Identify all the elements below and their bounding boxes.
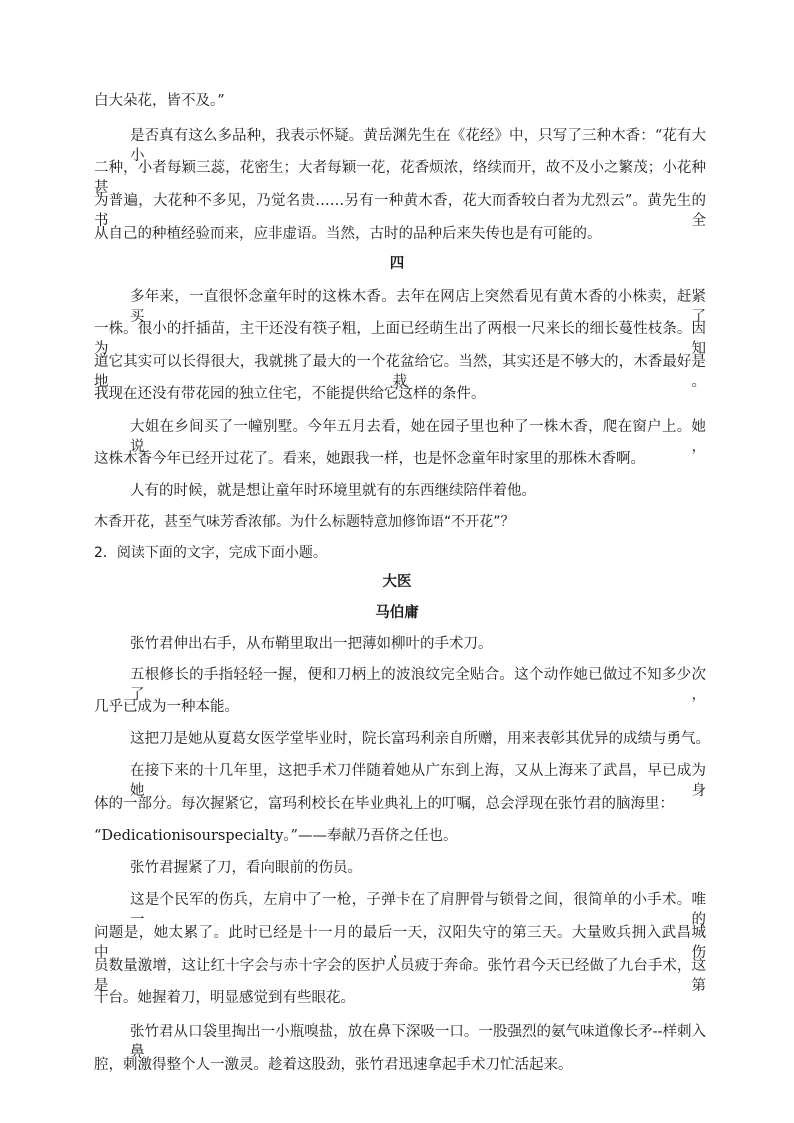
- text-line: 一株。很小的扦插苗，主干还没有筷子粗，上面已经萌生出了两根一尺来长的细长蔓性枝条。因为知: [94, 321, 706, 357]
- text-line: 白大朵花，皆不及。”: [94, 93, 225, 109]
- text-line: 在接下来的十几年里，这把手术刀伴随着她从广东到上海，又从上海来了武昌，早已成为她身: [130, 763, 706, 799]
- story-author: 马伯庸: [375, 604, 419, 621]
- text-line: 张竹君伸出右手，从布鞘里取出一把薄如柳叶的手术刀。: [130, 636, 493, 652]
- text-line: 这把刀是她从夏葛女医学堂毕业时，院长富玛利亲自所赠，用来表彰其优异的成绩与勇气。: [130, 731, 710, 747]
- text-line: 五根修长的手指轻轻一握，便和刀柄上的波浪纹完全贴合。这个动作她已做过不知多少次了，: [130, 667, 706, 703]
- text-line: 多年来，一直很怀念童年时的这株木香。去年在网店上突然看见有黄木香的小株卖，赶紧买了: [130, 289, 706, 325]
- question-instruction: 2．阅读下面的文字，完成下面小题。: [94, 545, 327, 561]
- text-line: 这株木香今年已经开过花了。看来，她跟我一样，也是怀念童年时家里的那株木香啊。: [94, 451, 645, 467]
- story-title: 大医: [382, 573, 412, 590]
- text-line: 二种，小者每颖三蕊，花密生；大者每颖一花，花香烦浓，络续而开，故不及小之繁茂；小花种甚: [94, 160, 706, 196]
- text-line: 为普遍，大花种不多见，乃觉名贵……另有一种黄木香，花大而香较白者为尤烈云”。黄先生的书全: [94, 193, 706, 229]
- question-text: 木香开花，甚至气味芳香浓郁。为什么标题特意加修饰语“不开花”？: [94, 514, 515, 530]
- text-line: 张竹君握紧了刀，看向眼前的伤员。: [130, 860, 362, 876]
- text-line: 大姐在乡间买了一幢别墅。今年五月去看，她在园子里也种了一株木香，爬在窗户上。她说，: [130, 419, 706, 455]
- text-line: 我现在还没有带花园的独立住宅，不能提供给它这样的条件。: [94, 386, 486, 402]
- section-heading: 四: [389, 255, 405, 272]
- text-line: 体的一部分。每次握紧它，富玛利校长在毕业典礼上的叮嘱，总会浮现在张竹君的脑海里：: [94, 796, 674, 812]
- text-line: 从自己的种植经验而来，应非虚语。当然，古时的品种后来失传也是有可能的。: [94, 226, 602, 242]
- text-line: “Dedicationisourspecialty。”——奉献乃吾侪之任也。: [94, 828, 458, 844]
- text-line: 问题是，她太累了。此时已经是十一月的最后一天，汉阳失守的第三天。大量败兵拥入武昌城中，伤: [94, 925, 706, 961]
- text-line: 几乎已成为一种本能。: [94, 699, 239, 715]
- text-line: 张竹君从口袋里掏出一小瓶嗅盐，放在鼻下深吸一口。一股强烈的氨气味道像长矛--样刺入鼻: [130, 1024, 706, 1060]
- text-line: 十台。她握着刀，明显感觉到有些眼花。: [94, 990, 355, 1006]
- text-line: 是否真有这么多品种，我表示怀疑。黄岳渊先生在《花经》中，只写了三种木香：“花有大小: [130, 128, 706, 164]
- text-line: 腔，刺激得整个人一激灵。趁着这股劲，张竹君迅速拿起手术刀忙活起来。: [94, 1057, 573, 1073]
- text-line: 道它其实可以长得很大，我就挑了最大的一个花盆给它。当然，其实还是不够大的，木香最好是地栽。: [94, 354, 706, 390]
- text-line: 人有的时候，就是想让童年时环境里就有的东西继续陪伴着他。: [130, 483, 536, 499]
- text-line: 员数量激增，这让红十字会与赤十字会的医护人员疲于奔命。张竹君今天已经做了九台手术，这是第: [94, 958, 706, 994]
- text-line: 这是个民军的伤兵，左肩中了一枪，子弹卡在了肩胛骨与锁骨之间，很简单的小手术。唯一的: [130, 892, 706, 928]
